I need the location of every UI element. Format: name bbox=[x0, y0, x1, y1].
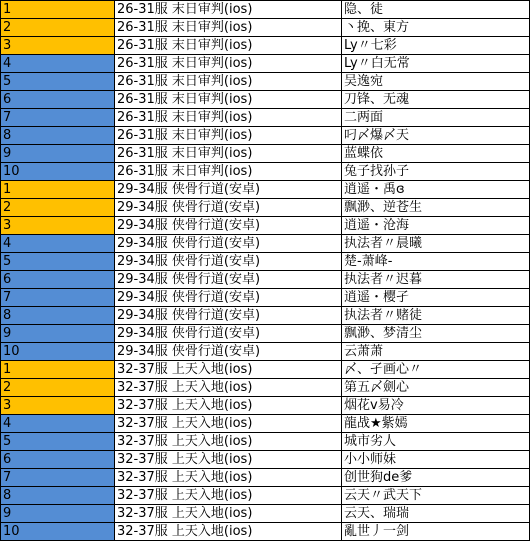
player-name-cell[interactable]: Ly〃白无常 bbox=[342, 55, 530, 73]
table-row bbox=[1, 289, 530, 307]
player-name-cell[interactable]: 执法者〃迟暮 bbox=[342, 271, 530, 289]
player-name-cell[interactable]: 云天〃武天下 bbox=[342, 487, 530, 505]
table-row bbox=[1, 523, 530, 541]
player-name-cell[interactable]: 云萧萧 bbox=[342, 343, 530, 361]
player-name-cell[interactable]: 叼〆爆〆天 bbox=[342, 127, 530, 145]
server-cell[interactable]: 32-37服 上天入地(ios) bbox=[115, 361, 342, 379]
player-name-cell[interactable]: 龍战★紫嫣 bbox=[342, 415, 530, 433]
player-name-cell[interactable]: 亂世丿一剑 bbox=[342, 523, 530, 541]
rank-cell[interactable]: 4 bbox=[1, 55, 115, 73]
server-cell[interactable]: 26-31服 末日审判(ios) bbox=[115, 73, 342, 91]
server-cell[interactable]: 29-34服 侠骨行道(安卓) bbox=[115, 343, 342, 361]
player-name-cell[interactable]: 隐、徒 bbox=[342, 1, 530, 19]
rank-cell[interactable]: 8 bbox=[1, 487, 115, 505]
player-name-cell[interactable]: 烟花v易冷 bbox=[342, 397, 530, 415]
rank-cell[interactable]: 8 bbox=[1, 307, 115, 325]
rank-cell[interactable]: 6 bbox=[1, 91, 115, 109]
player-name-cell[interactable]: 飘渺、梦清尘 bbox=[342, 325, 530, 343]
player-name-cell[interactable]: 蓝蝶依 bbox=[342, 145, 530, 163]
table-row bbox=[1, 127, 530, 145]
table-row bbox=[1, 469, 530, 487]
server-cell[interactable]: 26-31服 末日审判(ios) bbox=[115, 91, 342, 109]
player-name-cell[interactable]: 第五〆劍心 bbox=[342, 379, 530, 397]
table-row bbox=[1, 307, 530, 325]
rank-cell[interactable]: 5 bbox=[1, 253, 115, 271]
rank-cell[interactable]: 6 bbox=[1, 451, 115, 469]
table-row bbox=[1, 397, 530, 415]
player-name-cell[interactable]: 执法者〃赌徒 bbox=[342, 307, 530, 325]
rank-cell[interactable]: 9 bbox=[1, 325, 115, 343]
server-cell[interactable]: 26-31服 末日审判(ios) bbox=[115, 55, 342, 73]
player-name-cell[interactable]: 创世狗de爹 bbox=[342, 469, 530, 487]
server-cell[interactable]: 32-37服 上天入地(ios) bbox=[115, 433, 342, 451]
rank-cell[interactable]: 7 bbox=[1, 469, 115, 487]
player-name-cell[interactable]: 逍遥・禹ɞ bbox=[342, 181, 530, 199]
server-cell[interactable]: 29-34服 侠骨行道(安卓) bbox=[115, 307, 342, 325]
player-name-cell[interactable]: 云天、瑞瑞 bbox=[342, 505, 530, 523]
server-cell[interactable]: 29-34服 侠骨行道(安卓) bbox=[115, 181, 342, 199]
rank-cell[interactable]: 9 bbox=[1, 145, 115, 163]
server-cell[interactable]: 32-37服 上天入地(ios) bbox=[115, 523, 342, 541]
rank-cell[interactable]: 10 bbox=[1, 163, 115, 181]
table-row bbox=[1, 109, 530, 127]
player-name-cell[interactable]: 执法者〃晨曦 bbox=[342, 235, 530, 253]
rank-cell[interactable]: 1 bbox=[1, 181, 115, 199]
table-row bbox=[1, 163, 530, 181]
rank-cell[interactable]: 3 bbox=[1, 37, 115, 55]
rank-cell[interactable]: 8 bbox=[1, 127, 115, 145]
server-cell[interactable]: 32-37服 上天入地(ios) bbox=[115, 379, 342, 397]
server-cell[interactable]: 32-37服 上天入地(ios) bbox=[115, 487, 342, 505]
table-row bbox=[1, 433, 530, 451]
server-cell[interactable]: 26-31服 末日审判(ios) bbox=[115, 19, 342, 37]
player-name-cell[interactable]: 城市劣人 bbox=[342, 433, 530, 451]
server-cell[interactable]: 26-31服 末日审判(ios) bbox=[115, 163, 342, 181]
player-name-cell[interactable]: 兔子找孙子 bbox=[342, 163, 530, 181]
server-cell[interactable]: 26-31服 末日审判(ios) bbox=[115, 1, 342, 19]
table-row bbox=[1, 235, 530, 253]
table-row bbox=[1, 361, 530, 379]
rank-cell[interactable]: 1 bbox=[1, 1, 115, 19]
table-row bbox=[1, 19, 530, 37]
rank-cell[interactable]: 2 bbox=[1, 19, 115, 37]
server-cell[interactable]: 29-34服 侠骨行道(安卓) bbox=[115, 217, 342, 235]
rank-cell[interactable]: 7 bbox=[1, 289, 115, 307]
player-name-cell[interactable]: 逍遥・樱孑 bbox=[342, 289, 530, 307]
rank-cell[interactable]: 4 bbox=[1, 235, 115, 253]
rank-cell[interactable]: 2 bbox=[1, 199, 115, 217]
server-cell[interactable]: 29-34服 侠骨行道(安卓) bbox=[115, 253, 342, 271]
server-cell[interactable]: 29-34服 侠骨行道(安卓) bbox=[115, 289, 342, 307]
table-row bbox=[1, 37, 530, 55]
table-row bbox=[1, 415, 530, 433]
table-row bbox=[1, 487, 530, 505]
server-cell[interactable]: 32-37服 上天入地(ios) bbox=[115, 415, 342, 433]
rank-cell[interactable]: 3 bbox=[1, 217, 115, 235]
table-row bbox=[1, 217, 530, 235]
player-name-cell[interactable]: 二两面 bbox=[342, 109, 530, 127]
server-cell[interactable]: 29-34服 侠骨行道(安卓) bbox=[115, 235, 342, 253]
table-row bbox=[1, 91, 530, 109]
player-name-cell[interactable]: 小小师妹 bbox=[342, 451, 530, 469]
server-cell[interactable]: 32-37服 上天入地(ios) bbox=[115, 397, 342, 415]
table-row bbox=[1, 271, 530, 289]
table-row bbox=[1, 145, 530, 163]
rank-cell[interactable]: 5 bbox=[1, 433, 115, 451]
table-row bbox=[1, 181, 530, 199]
server-cell[interactable]: 29-34服 侠骨行道(安卓) bbox=[115, 199, 342, 217]
table-row bbox=[1, 1, 530, 19]
player-name-cell[interactable]: 〆、孑画心〃 bbox=[342, 361, 530, 379]
rank-cell[interactable]: 1 bbox=[1, 361, 115, 379]
server-cell[interactable]: 32-37服 上天入地(ios) bbox=[115, 505, 342, 523]
table-row bbox=[1, 73, 530, 91]
server-cell[interactable]: 26-31服 末日审判(ios) bbox=[115, 37, 342, 55]
table-row bbox=[1, 55, 530, 73]
server-cell[interactable]: 29-34服 侠骨行道(安卓) bbox=[115, 271, 342, 289]
server-cell[interactable]: 26-31服 末日审判(ios) bbox=[115, 127, 342, 145]
server-cell[interactable]: 32-37服 上天入地(ios) bbox=[115, 469, 342, 487]
server-cell[interactable]: 32-37服 上天入地(ios) bbox=[115, 451, 342, 469]
player-name-cell[interactable]: 丶挽、東方 bbox=[342, 19, 530, 37]
player-name-cell[interactable]: 逍遥・沧海 bbox=[342, 217, 530, 235]
rank-cell[interactable]: 5 bbox=[1, 73, 115, 91]
rank-cell[interactable]: 10 bbox=[1, 343, 115, 361]
rank-cell[interactable]: 3 bbox=[1, 397, 115, 415]
table-row bbox=[1, 379, 530, 397]
rank-cell[interactable]: 9 bbox=[1, 505, 115, 523]
table-row bbox=[1, 199, 530, 217]
player-name-cell[interactable]: 刀锋、无魂 bbox=[342, 91, 530, 109]
player-name-cell[interactable]: 飘渺、逆苍生 bbox=[342, 199, 530, 217]
server-cell[interactable]: 29-34服 侠骨行道(安卓) bbox=[115, 325, 342, 343]
ranking-table-body bbox=[1, 1, 530, 541]
player-name-cell[interactable]: 吴逸宛 bbox=[342, 73, 530, 91]
rank-cell[interactable]: 2 bbox=[1, 379, 115, 397]
table-row bbox=[1, 343, 530, 361]
table-row bbox=[1, 505, 530, 523]
table-row bbox=[1, 253, 530, 271]
rank-cell[interactable]: 6 bbox=[1, 271, 115, 289]
table-row bbox=[1, 451, 530, 469]
player-name-cell[interactable]: 楚-萧峰- bbox=[342, 253, 530, 271]
table-row bbox=[1, 325, 530, 343]
rank-cell[interactable]: 4 bbox=[1, 415, 115, 433]
server-cell[interactable]: 26-31服 末日审判(ios) bbox=[115, 145, 342, 163]
rank-cell[interactable]: 10 bbox=[1, 523, 115, 541]
server-cell[interactable]: 26-31服 末日审判(ios) bbox=[115, 109, 342, 127]
rank-cell[interactable]: 7 bbox=[1, 109, 115, 127]
player-name-cell[interactable]: Ly〃七彩 bbox=[342, 37, 530, 55]
